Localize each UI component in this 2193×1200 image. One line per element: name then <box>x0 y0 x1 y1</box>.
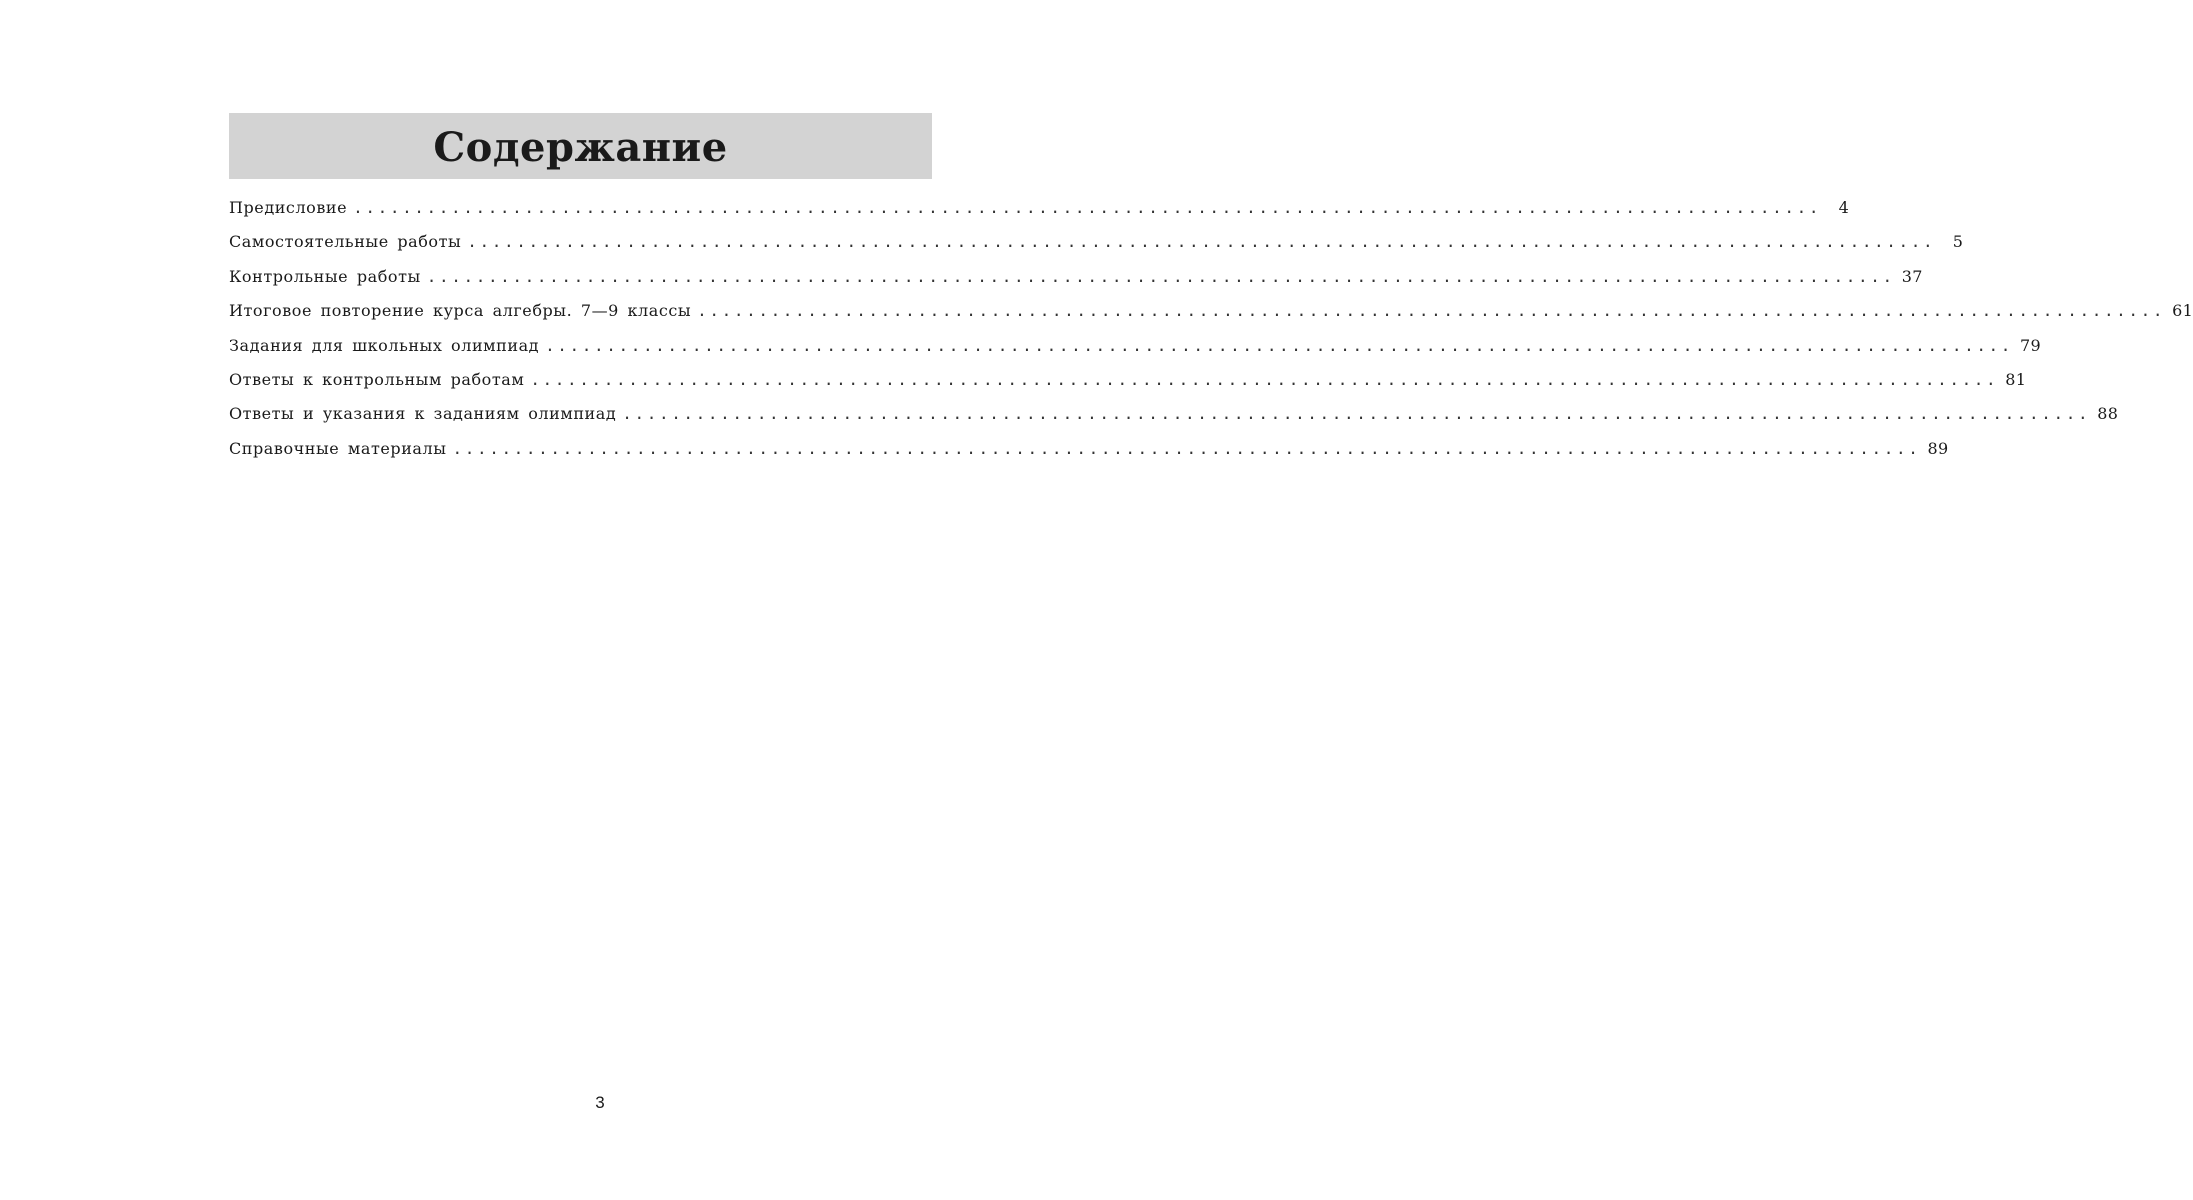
toc-entry-title: Ответы к контрольным работам <box>229 369 525 389</box>
toc-entry[interactable] <box>229 198 1850 234</box>
toc-entry[interactable] <box>229 232 1964 268</box>
toc-entry-title: Самостоятельные работы <box>229 232 462 252</box>
page-number: 3 <box>595 1093 605 1112</box>
toc-entry[interactable] <box>229 266 1923 303</box>
toc-entry-title: Контрольные работы <box>229 266 421 286</box>
toc-entry-page: 61 <box>2172 301 2193 321</box>
toc-entry-title: Справочные материалы <box>229 438 447 458</box>
toc-entry-title: Задания для школьных олимпиад <box>229 335 540 355</box>
toc-entry[interactable] <box>229 438 1949 475</box>
dot-leader: ........................................................................................................................ <box>467 232 1936 252</box>
dot-leader: ........................................................................................................................ <box>697 301 2166 321</box>
dot-leader: ........................................................................................................................ <box>530 369 1999 389</box>
dot-leader: ........................................................................................................................ <box>353 198 1822 217</box>
page-title: Содержание <box>433 124 728 171</box>
toc-entry-page: 5 <box>1952 232 1964 252</box>
toc-entry-page: 88 <box>2097 404 2119 424</box>
toc-entry-page: 89 <box>1927 438 1949 458</box>
toc-entry-page: 79 <box>2020 335 2042 355</box>
toc-entry-page: 4 <box>1838 198 1850 217</box>
toc-entry[interactable] <box>229 301 2193 337</box>
toc-entry[interactable] <box>229 335 2042 372</box>
heading-bar <box>229 113 932 179</box>
toc-entry-page: 37 <box>1901 266 1923 286</box>
toc-entry[interactable] <box>229 404 2119 440</box>
dot-leader: ........................................................................................................................ <box>452 438 1921 458</box>
toc-entry-page: 81 <box>2005 369 2027 389</box>
toc-entry-title: Итоговое повторение курса алгебры. 7—9 классы <box>229 301 692 321</box>
dot-leader: ........................................................................................................................ <box>622 404 2091 424</box>
toc-entry[interactable] <box>229 369 2027 406</box>
table-of-contents <box>229 198 2193 475</box>
dot-leader: ........................................................................................................................ <box>426 266 1895 286</box>
toc-entry-title: Ответы и указания к заданиям олимпиад <box>229 404 617 424</box>
dot-leader: ........................................................................................................................ <box>545 335 2014 355</box>
toc-entry-title: Предисловие <box>229 198 348 217</box>
